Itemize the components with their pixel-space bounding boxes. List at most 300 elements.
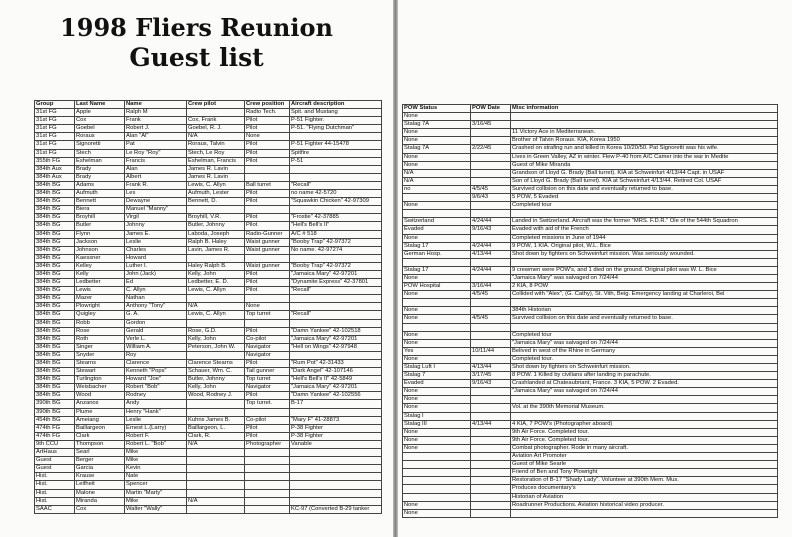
table-cell: Clarence Stearns	[187, 360, 245, 368]
table-cell: Luther I.	[125, 262, 187, 270]
table-cell	[245, 165, 290, 173]
table-cell: Nathan	[125, 295, 187, 303]
table-row	[403, 501, 778, 509]
table-cell	[471, 461, 511, 469]
table-row	[35, 238, 382, 246]
table-cell: Dewayne	[125, 198, 187, 206]
table-cell: 390th BG	[35, 408, 75, 416]
table-cell: Evaded	[403, 226, 471, 234]
table-row	[403, 194, 778, 202]
table-cell	[403, 323, 471, 331]
table-cell	[187, 206, 245, 214]
table-cell: 384th BG	[35, 351, 75, 359]
table-cell: "Jamaica Mary" was salvaged on 7/24/44	[511, 388, 778, 396]
table-cell: None	[403, 444, 471, 452]
table-cell: 31st FG	[35, 133, 75, 141]
table-cell	[511, 210, 778, 218]
table-cell: 8 POW. 1 Killed by civilians after landing in parachute.	[511, 372, 778, 380]
table-cell	[245, 473, 290, 481]
table-row	[35, 416, 382, 424]
table-cell: Manuel "Manny"	[125, 206, 187, 214]
table-cell: 3/16/44	[471, 283, 511, 291]
table-row	[403, 299, 778, 307]
table-cell	[471, 436, 511, 444]
table-cell	[471, 339, 511, 347]
table-cell: 4/24/44	[471, 218, 511, 226]
table-row	[35, 440, 382, 448]
table-cell	[471, 428, 511, 436]
table-cell	[245, 457, 290, 465]
table-row	[403, 355, 778, 363]
table-cell	[187, 449, 245, 457]
table-cell: Brady	[75, 165, 125, 173]
table-row	[403, 380, 778, 388]
table-cell: Rose	[75, 327, 125, 335]
table-row	[35, 254, 382, 262]
table-row	[35, 360, 382, 368]
table-cell: 384th BG	[35, 303, 75, 311]
table-cell	[471, 323, 511, 331]
table-cell: "Frostie" 42-37885	[290, 214, 382, 222]
table-row	[403, 210, 778, 218]
table-cell: Kelly, John	[187, 270, 245, 278]
table-cell: Stech	[75, 149, 125, 157]
table-cell: None	[403, 129, 471, 137]
table-cell	[403, 469, 471, 477]
table-cell: Cox, Frank	[187, 117, 245, 125]
table-cell: Virgil	[125, 214, 187, 222]
table-cell: 384th BG	[35, 368, 75, 376]
table-cell: Rodney	[125, 392, 187, 400]
table-cell: Aufmuth, Lester	[187, 190, 245, 198]
table-cell	[245, 173, 290, 181]
table-cell: Verle L.	[125, 335, 187, 343]
table-cell: None	[403, 404, 471, 412]
table-cell: Pilot	[245, 287, 290, 295]
table-cell: Pilot	[245, 125, 290, 133]
table-row	[403, 274, 778, 282]
table-cell: None	[403, 202, 471, 210]
table-cell: Hist.	[35, 481, 75, 489]
table-cell: Stalag 17	[403, 242, 471, 250]
table-cell: Collided with "Alex", (G. Cathy), St. Vith, Beig. Emergency landing at Charleroi, Bel	[511, 291, 778, 299]
table-cell	[471, 469, 511, 477]
table-cell: Goebel	[75, 125, 125, 133]
table-cell	[511, 396, 778, 404]
table-row	[35, 270, 382, 278]
table-cell: Turlington	[75, 376, 125, 384]
table-cell: Waist gunner	[245, 238, 290, 246]
table-cell: P-38 Fighter	[290, 432, 382, 440]
table-cell: P-51. "Flying Dutchman"	[290, 125, 382, 133]
table-cell: Restoration of B-17 "Shady Lady". Volunteer at 390th Mem. Mus.	[511, 477, 778, 485]
table-cell	[471, 404, 511, 412]
table-row	[35, 214, 382, 222]
table-row	[403, 469, 778, 477]
table-cell	[403, 461, 471, 469]
table-cell	[403, 210, 471, 218]
table-cell	[245, 254, 290, 262]
table-cell: 4/5/45	[471, 315, 511, 323]
table-cell: "Dynamite Express" 42-37801	[290, 279, 382, 287]
table-row	[35, 141, 382, 149]
table-row	[35, 246, 382, 254]
table-cell: James E.	[125, 230, 187, 238]
table-cell	[187, 489, 245, 497]
table-cell: Butler, Johnny	[187, 222, 245, 230]
table-cell: Roadrunner Productions. Aviation historical video producer.	[511, 501, 778, 509]
table-cell: Roth	[75, 335, 125, 343]
table-cell	[471, 509, 511, 517]
table-cell	[245, 497, 290, 505]
table-cell: B-17	[290, 400, 382, 408]
table-row	[403, 509, 778, 517]
table-cell	[245, 295, 290, 303]
table-cell: Henry "Hank"	[125, 408, 187, 416]
table-cell	[471, 396, 511, 404]
table-cell	[403, 485, 471, 493]
table-row	[35, 432, 382, 440]
table-cell: "Booby Trap" 42-97372	[290, 262, 382, 270]
table-cell: Pilot	[245, 214, 290, 222]
table-cell: Leifheit	[75, 481, 125, 489]
pow-table-header	[403, 105, 778, 113]
right-page	[398, 0, 792, 537]
table-cell: Ameiang	[75, 416, 125, 424]
table-cell: Guest of Mike Searle	[511, 461, 778, 469]
table-cell: Hist.	[35, 473, 75, 481]
table-cell: Roraus, Talvin	[187, 141, 245, 149]
table-cell: A/C # 518	[290, 230, 382, 238]
table-cell	[471, 485, 511, 493]
table-cell: Gerald	[125, 327, 187, 335]
table-row	[403, 372, 778, 380]
table-row	[35, 497, 382, 505]
table-cell: Broyhill, V.R.	[187, 214, 245, 222]
table-cell	[187, 351, 245, 359]
table-cell: 384th BG	[35, 384, 75, 392]
table-row	[35, 117, 382, 125]
table-cell: None	[403, 339, 471, 347]
table-cell: Apple	[75, 109, 125, 117]
table-cell: 384th Aux	[35, 173, 75, 181]
table-cell	[511, 509, 778, 517]
table-row	[403, 185, 778, 193]
table-cell: Clark, R.	[187, 432, 245, 440]
table-row	[35, 376, 382, 384]
table-row	[35, 262, 382, 270]
table-cell: Stalag I	[403, 412, 471, 420]
table-cell	[403, 258, 471, 266]
table-cell: None	[245, 133, 290, 141]
table-cell: Belived in west of the Rhine in Germany	[511, 347, 778, 355]
table-cell: Laboda, Joseph	[187, 230, 245, 238]
table-cell	[187, 109, 245, 117]
table-cell: "Squawkin Chicken" 42-97309	[290, 198, 382, 206]
table-row	[35, 279, 382, 287]
table-cell: None	[403, 153, 471, 161]
table-cell: 384th BG	[35, 214, 75, 222]
table-cell: Lives in Green Valley, AZ in winter. Flew P-40 from A/C Camer into the war in Medite	[511, 153, 778, 161]
table-cell: Andy	[125, 400, 187, 408]
table-cell	[471, 177, 511, 185]
table-cell: 9/16/43	[471, 226, 511, 234]
table-cell: Stalag 7A	[403, 145, 471, 153]
table-cell: 11 Victory Ace in Mediterranean.	[511, 129, 778, 137]
table-cell: N/A	[187, 303, 245, 311]
table-cell: Pilot	[245, 432, 290, 440]
table-cell: Pat	[125, 141, 187, 149]
table-cell: 9 POW, 1 KIA. Original pilot, W.L. Bice	[511, 242, 778, 250]
table-cell	[187, 254, 245, 262]
table-cell: Robert L. "Bob"	[125, 440, 187, 448]
table-cell: Guest	[35, 457, 75, 465]
table-row	[403, 347, 778, 355]
table-cell: 384th BG	[35, 360, 75, 368]
table-cell: N/A	[187, 497, 245, 505]
table-cell	[245, 505, 290, 513]
table-cell: Co-pilot	[245, 335, 290, 343]
table-cell: Kaessner	[75, 254, 125, 262]
table-cell: 384th BG	[35, 190, 75, 198]
table-cell	[471, 137, 511, 145]
table-row	[35, 449, 382, 457]
table-cell: Berger	[75, 457, 125, 465]
table-row	[403, 226, 778, 234]
table-cell: SAAC	[35, 505, 75, 513]
table-cell: Roraus	[75, 133, 125, 141]
table-cell: Spit. and Mustang	[290, 109, 382, 117]
table-cell: 4/5/45	[471, 185, 511, 193]
table-cell: Stalag 17	[403, 266, 471, 274]
table-cell: Francis	[125, 157, 187, 165]
table-cell: "Hell on Wings" 42-97948	[290, 343, 382, 351]
table-cell: "Hell's Bell's II"	[290, 222, 382, 230]
table-cell: Stewart	[75, 368, 125, 376]
table-cell	[187, 473, 245, 481]
table-cell: Pilot	[245, 360, 290, 368]
table-cell: 2 KIA, 8 POW	[511, 283, 778, 291]
table-cell: 9 crewmen were POW's, and 1 died on the ground. Original pilot was W. L. Bice	[511, 266, 778, 274]
table-cell: 9th CCU	[35, 440, 75, 448]
table-cell: ArtHaus	[35, 449, 75, 457]
left-page	[0, 0, 393, 537]
table-cell: Pilot	[245, 327, 290, 335]
table-row	[35, 230, 382, 238]
table-cell: 2/22/45	[471, 145, 511, 153]
table-cell: N/A	[187, 133, 245, 141]
table-cell: 384th BG	[35, 392, 75, 400]
table-cell: Kelly, John	[187, 335, 245, 343]
table-row	[403, 331, 778, 339]
table-cell: Eshelman, Francis	[187, 157, 245, 165]
table-cell	[403, 493, 471, 501]
table-cell: 4 KIA, 7 POW's (Photographer aboard)	[511, 420, 778, 428]
table-cell	[471, 258, 511, 266]
table-cell: 9/6/43	[471, 194, 511, 202]
table-cell: "Hell's Bell's II" 42-5849	[290, 376, 382, 384]
table-cell: Completed tour.	[511, 355, 778, 363]
table-cell: Biera	[75, 206, 125, 214]
table-cell: None	[403, 396, 471, 404]
table-cell: Stech, Le Roy	[187, 149, 245, 157]
table-cell: Spitfire	[290, 149, 382, 157]
table-cell: Howard	[125, 254, 187, 262]
table-cell	[290, 254, 382, 262]
table-cell: 31st FG	[35, 149, 75, 157]
table-cell: "Damn Yankee" 42-102518	[290, 327, 382, 335]
table-cell: Stalag 7	[403, 372, 471, 380]
table-cell: Friend of Ben and Tony Plowright	[511, 469, 778, 477]
table-cell: Robb	[75, 319, 125, 327]
table-cell: Kelly, John	[187, 384, 245, 392]
table-cell: Shot down by fighters on Schweinfurt mission.	[511, 364, 778, 372]
table-cell: Bennett	[75, 198, 125, 206]
table-row	[403, 412, 778, 420]
table-cell: Robert J.	[125, 125, 187, 133]
table-cell	[290, 165, 382, 173]
table-cell: Brady	[75, 173, 125, 181]
table-row	[35, 351, 382, 359]
table-cell: P-38 Fighter	[290, 424, 382, 432]
table-cell: None	[403, 274, 471, 282]
table-row	[403, 250, 778, 258]
table-cell: Ball turret	[245, 181, 290, 189]
table-cell: Lavin, James R.	[187, 246, 245, 254]
table-cell	[471, 299, 511, 307]
table-cell: Malone	[75, 489, 125, 497]
table-row	[35, 368, 382, 376]
table-row	[403, 169, 778, 177]
table-cell: 384th BG	[35, 254, 75, 262]
table-cell	[471, 453, 511, 461]
table-row	[403, 121, 778, 129]
table-row	[403, 161, 778, 169]
table-cell: "Recall"	[290, 287, 382, 295]
table-row	[403, 137, 778, 145]
table-cell	[245, 481, 290, 489]
table-cell: None	[403, 137, 471, 145]
table-cell: Evaded with aid of the French	[511, 226, 778, 234]
table-row	[403, 404, 778, 412]
table-row	[403, 444, 778, 452]
table-cell	[471, 169, 511, 177]
table-cell	[511, 299, 778, 307]
table-cell: Frank R.	[125, 181, 187, 189]
table-cell: Stalag III	[403, 420, 471, 428]
table-cell: Butler	[75, 222, 125, 230]
table-cell: Krause	[75, 473, 125, 481]
table-cell: Aufmuth	[75, 190, 125, 198]
table-cell: "Booby Trap" 42-97372	[290, 238, 382, 246]
table-cell	[290, 206, 382, 214]
table-cell: 4/24/44	[471, 266, 511, 274]
table-cell: Crashlanded at Chateaubriant, France. 3 KIA, 5 POW. 2 Evaded.	[511, 380, 778, 388]
table-row	[403, 113, 778, 121]
table-cell: Walter "Wally"	[125, 505, 187, 513]
table-cell: None	[403, 428, 471, 436]
table-cell: Goebel, R. J.	[187, 125, 245, 133]
table-row	[403, 258, 778, 266]
table-cell: Pilot	[245, 270, 290, 278]
table-cell	[187, 408, 245, 416]
column-header: Group	[35, 101, 75, 109]
table-cell: Peterson, John W.	[187, 343, 245, 351]
table-cell: Photographer	[245, 440, 290, 448]
table-cell: 31st FG	[35, 141, 75, 149]
table-row	[35, 157, 382, 165]
table-cell	[403, 194, 471, 202]
table-cell	[290, 457, 382, 465]
table-row	[403, 420, 778, 428]
table-row	[403, 307, 778, 315]
table-cell	[290, 489, 382, 497]
table-cell: 454th BG	[35, 416, 75, 424]
table-row	[403, 428, 778, 436]
table-cell: Bennett, D.	[187, 198, 245, 206]
table-cell: Cox	[75, 117, 125, 125]
table-cell: "Jamaica Mary" was salvaged on 7/24/44	[511, 339, 778, 347]
table-row	[403, 388, 778, 396]
table-cell: German Hosp.	[403, 250, 471, 258]
table-cell	[290, 473, 382, 481]
table-cell: Vol. at the 390th Memorial Museum.	[511, 404, 778, 412]
column-header: Last Name	[75, 101, 125, 109]
table-row	[35, 392, 382, 400]
table-cell: Mike	[125, 457, 187, 465]
table-cell: 384th BG	[35, 181, 75, 189]
table-cell: Albert	[125, 173, 187, 181]
table-cell	[471, 331, 511, 339]
column-header: Misc information	[511, 105, 778, 113]
table-cell	[511, 258, 778, 266]
table-cell	[290, 303, 382, 311]
table-cell: Robert F.	[125, 432, 187, 440]
table-cell: None	[403, 113, 471, 121]
table-row	[403, 283, 778, 291]
table-cell	[290, 449, 382, 457]
table-cell: Pilot	[245, 157, 290, 165]
table-cell: Kevin	[125, 465, 187, 473]
table-cell	[290, 173, 382, 181]
table-cell: Top turret.	[245, 400, 290, 408]
table-cell: Searl	[75, 449, 125, 457]
table-cell: Leslie	[125, 238, 187, 246]
table-cell: Pilot	[245, 222, 290, 230]
table-cell: 384th BG	[35, 198, 75, 206]
table-cell	[187, 465, 245, 473]
table-cell: 384th BG	[35, 335, 75, 343]
table-cell: Thompson	[75, 440, 125, 448]
table-cell	[471, 161, 511, 169]
table-cell: No name. 42-97274	[290, 246, 382, 254]
table-row	[403, 461, 778, 469]
table-cell: 9/16/43	[471, 380, 511, 388]
table-row	[403, 493, 778, 501]
table-cell: Mazer	[75, 295, 125, 303]
table-cell: Alan "Al"	[125, 133, 187, 141]
table-cell: Combat photographer. Rode in many aircraft.	[511, 444, 778, 452]
table-cell	[471, 444, 511, 452]
table-cell: 390th BG	[35, 400, 75, 408]
table-cell	[187, 505, 245, 513]
table-cell: 384th BG	[35, 376, 75, 384]
table-cell: "Jamaica Mary" 42-97201	[290, 270, 382, 278]
table-cell: None	[403, 331, 471, 339]
table-cell: Anthony "Tony"	[125, 303, 187, 311]
table-cell: Guest of Mike Miranda	[511, 161, 778, 169]
table-cell: Ralph B. Haley	[187, 238, 245, 246]
